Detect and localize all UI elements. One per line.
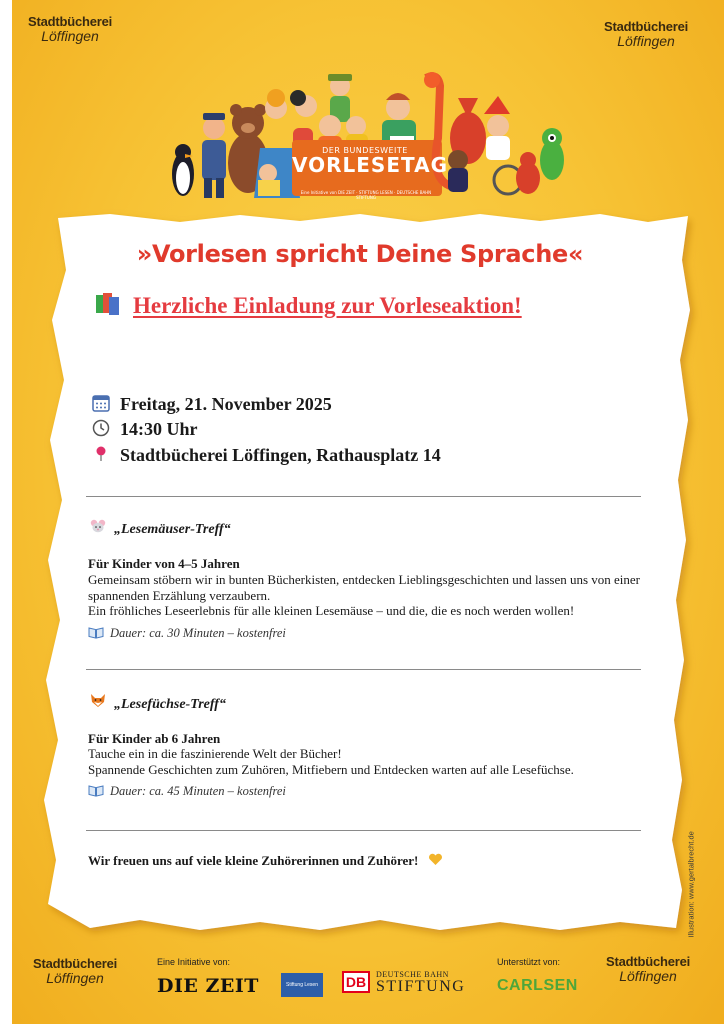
section-title-lesemaeuse: „Lesemäuser-Treff“ (90, 519, 231, 538)
vorlesetag-initiative-line: Eine Initiative von DIE ZEIT · STIFTUNG LESEN · DEUTSCHE BAHN STIFTUNG (300, 190, 432, 200)
illustration-credit: Illustration: www.gertalbrecht.de (686, 831, 696, 938)
stiftung-lesen-logo: Stiftung Lesen (281, 973, 323, 997)
carlsen-logo: CARLSEN (497, 977, 578, 994)
library-logo-bottom-left: Stadtbücherei Löffingen (33, 956, 118, 986)
db-logo: DB (342, 971, 370, 993)
mouse-icon (90, 519, 106, 533)
library-logo-top-left: Stadtbücherei Löffingen (28, 14, 113, 44)
section-description-lesefuechse: Tauche ein in die faszinierende Welt der Bücher! Spannende Geschichten zum Zuhören, Mitfiebern und Entdecken warten auf alle Lesefüchse. (88, 746, 574, 777)
open-book-icon (88, 626, 104, 639)
pin-icon (92, 445, 110, 463)
event-date: Freitag, 21. November 2025 (92, 394, 332, 415)
supported-label: Unterstützt von: (497, 957, 561, 967)
heart-icon (428, 853, 443, 866)
divider (86, 496, 641, 497)
fox-icon (90, 693, 106, 708)
divider (86, 669, 641, 670)
section-duration-lesemaeuse: Dauer: ca. 30 Minuten – kostenfrei (88, 626, 286, 641)
library-logo-bottom-right: Stadtbücherei Löffingen (606, 954, 691, 984)
clock-icon (92, 419, 110, 437)
slogan-headline: »Vorlesen spricht Deine Sprache« (136, 240, 584, 268)
invitation-heading: Herzliche Einladung zur Vorleseaktion! (133, 293, 522, 318)
event-time: 14:30 Uhr (92, 419, 198, 440)
closing-message: Wir freuen uns auf viele kleine Zuhörerinnen und Zuhörer! (88, 853, 443, 869)
event-location: Stadtbücherei Löffingen, Rathausplatz 14 (92, 445, 441, 466)
section-age-lesefuechse: Für Kinder ab 6 Jahren (88, 731, 221, 746)
initiative-label: Eine Initiative von: (157, 957, 231, 967)
section-title-lesefuechse: „Lesefüchse-Treff“ (90, 693, 226, 713)
section-age-lesemaeuse: Für Kinder von 4–5 Jahren (88, 556, 240, 571)
vorlesetag-wordmark: DER BUNDESWEITE VORLESETAG (292, 146, 448, 177)
calendar-icon (92, 394, 110, 412)
db-stiftung-wordmark: DEUTSCHE BAHN STIFTUNG (376, 970, 466, 995)
die-zeit-logo: DIE ZEIT (157, 975, 259, 997)
library-logo-top-right: Stadtbücherei Löffingen (604, 19, 689, 49)
section-duration-lesefuechse: Dauer: ca. 45 Minuten – kostenfrei (88, 784, 286, 799)
divider (86, 830, 641, 831)
section-description-lesemaeuse: Gemeinsam stöbern wir in bunten Bücherkisten, entdecken Lieblingsgeschichten und lassen uns von einer spannenden Erzählung verzaubern. Ein fröhliches Leseerlebnis für alle kleinen Lesemäuse – und die, die es noch werden wollen! (88, 572, 640, 618)
open-book-icon (88, 784, 104, 797)
books-icon (95, 292, 121, 316)
